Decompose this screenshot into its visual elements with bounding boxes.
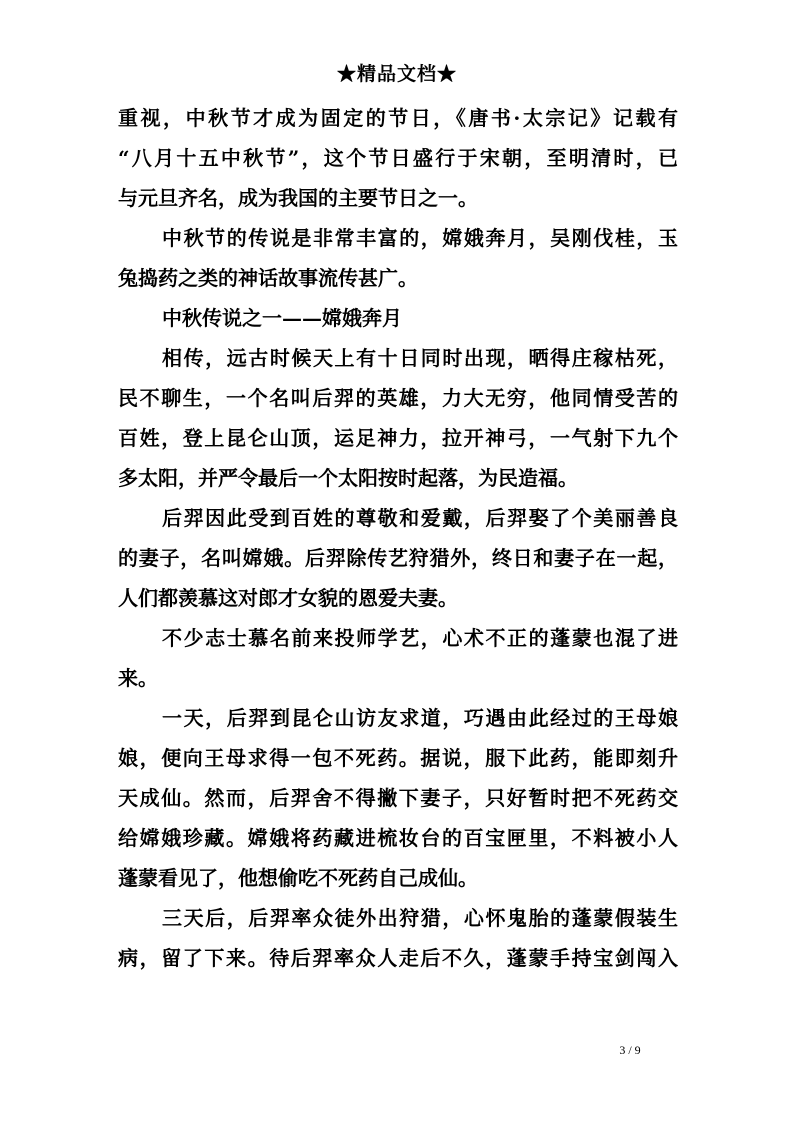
text-line: 给嫦娥珍藏。嫦娥将药藏进梳妆台的百宝匣里，不料被小人 <box>118 826 678 850</box>
text-line: 后羿因此受到百姓的尊敬和爱戴，后羿娶了个美丽善良 <box>162 506 678 530</box>
text-line: 中秋节的传说是非常丰富的，嫦娥奔月，吴刚伐桂，玉 <box>162 226 678 250</box>
text-line: 三天后，后羿率众徒外出狩猎，心怀鬼胎的蓬蒙假装生 <box>162 906 678 930</box>
text-line: 的妻子，名叫嫦娥。后羿除传艺狩猎外，终日和妻子在一起， <box>118 546 678 570</box>
text-line: 百姓，登上昆仑山顶，运足神力，拉开神弓，一气射下九个 <box>118 426 678 450</box>
text-line: 相传，远古时候天上有十日同时出现，晒得庄稼枯死， <box>162 346 678 370</box>
text-line: 一天，后羿到昆仑山访友求道，巧遇由此经过的王母娘 <box>162 706 678 730</box>
text-line: 不少志士慕名前来投师学艺，心术不正的蓬蒙也混了进 <box>162 626 678 650</box>
text-line: 兔捣药之类的神话故事流传甚广。 <box>118 266 418 290</box>
text-line: 天成仙。然而，后羿舍不得撇下妻子，只好暂时把不死药交 <box>118 786 678 810</box>
text-line: 来。 <box>118 666 158 690</box>
page-number: 3 / 9 <box>619 1043 641 1057</box>
text-line: “八月十五中秋节”，这个节日盛行于宋朝，至明清时，已 <box>118 146 678 170</box>
text-line: 娘，便向王母求得一包不死药。据说，服下此药，能即刻升 <box>118 746 678 770</box>
text-line: 多太阳，并严令最后一个太阳按时起落，为民造福。 <box>118 466 578 490</box>
text-line: 与元旦齐名，成为我国的主要节日之一。 <box>118 186 478 210</box>
text-line: 蓬蒙看见了，他想偷吃不死药自己成仙。 <box>118 866 478 890</box>
text-line: 重视，中秋节才成为固定的节日，《唐书·太宗记》记载有 <box>118 106 678 130</box>
text-line: 民不聊生，一个名叫后羿的英雄，力大无穷，他同情受苦的 <box>118 386 678 410</box>
document-header-title: ★精品文档★ <box>336 63 457 85</box>
document-body <box>118 98 678 978</box>
text-line: 中秋传说之一——嫦娥奔月 <box>162 306 402 330</box>
text-line: 人们都羡慕这对郎才女貌的恩爱夫妻。 <box>118 586 458 610</box>
text-line: 病，留了下来。待后羿率众人走后不久，蓬蒙手持宝剑闯入 <box>118 946 678 970</box>
